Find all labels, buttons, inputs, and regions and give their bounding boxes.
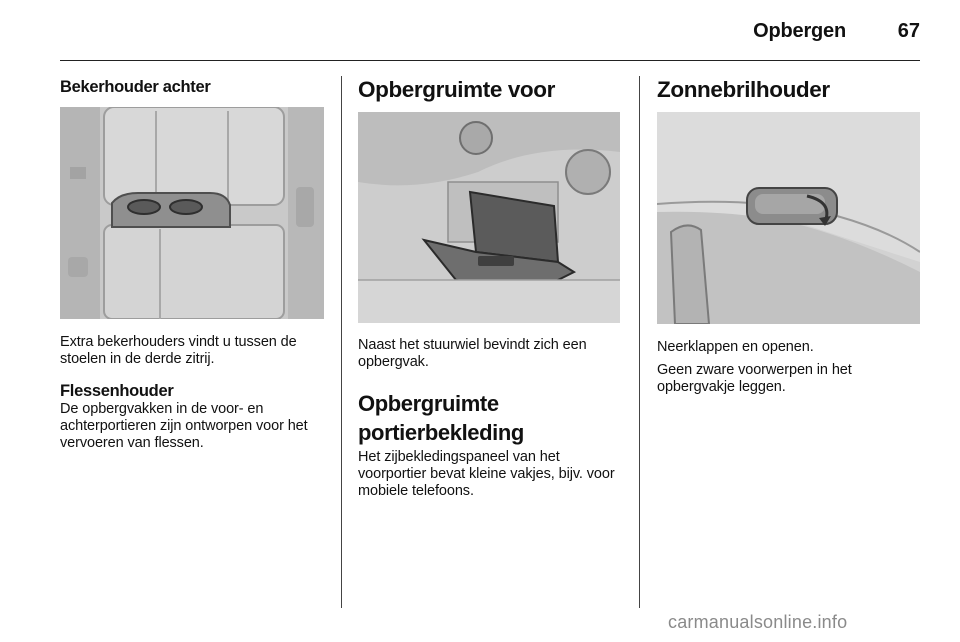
watermark-text: carmanualsonline.info: [668, 612, 848, 632]
front-storage-compartment-photo: [358, 112, 620, 323]
subsection-heading: Flessenhouder: [60, 382, 174, 400]
body-paragraph: Geen zware voorwerpen in het opbergvakje leggen.: [657, 362, 852, 395]
column-front-storage: [358, 76, 620, 500]
section-heading: Zonnebrilhouder: [657, 77, 830, 102]
page-title: Opbergen: [753, 20, 846, 42]
header-divider: [60, 60, 920, 61]
caption: Extra bekerhouders vindt u tussen de stoelen in de derde zitrij.: [60, 334, 297, 367]
page-number: 67: [897, 20, 920, 42]
caption: Neerklappen en openen.: [657, 339, 814, 355]
sunglasses-holder-photo: [657, 112, 920, 324]
body-paragraph: De opbergvakken in de voor- en achterportieren zijn ontworpen voor het vervoeren van flessen.: [60, 401, 308, 451]
section-heading: Opbergruimte voor: [358, 77, 555, 102]
column-divider: [341, 76, 342, 608]
rear-cupholder-photo: [60, 107, 324, 319]
column-divider: [639, 76, 640, 608]
column-rear-cupholder: [60, 76, 324, 452]
subsection-heading-line-1: Opbergruimte: [358, 391, 499, 416]
subsection-heading: [358, 389, 620, 447]
subsection-heading-line-2: portierbekleding: [358, 420, 524, 445]
column-sunglasses-holder: [657, 76, 920, 396]
caption: Naast het stuurwiel bevindt zich een opbergvak.: [358, 337, 587, 370]
section-heading: Bekerhouder achter: [60, 78, 211, 96]
body-paragraph: Het zijbekledingspaneel van het voorportier bevat kleine vakjes, bijv. voor mobiele telefoons.: [358, 449, 615, 499]
